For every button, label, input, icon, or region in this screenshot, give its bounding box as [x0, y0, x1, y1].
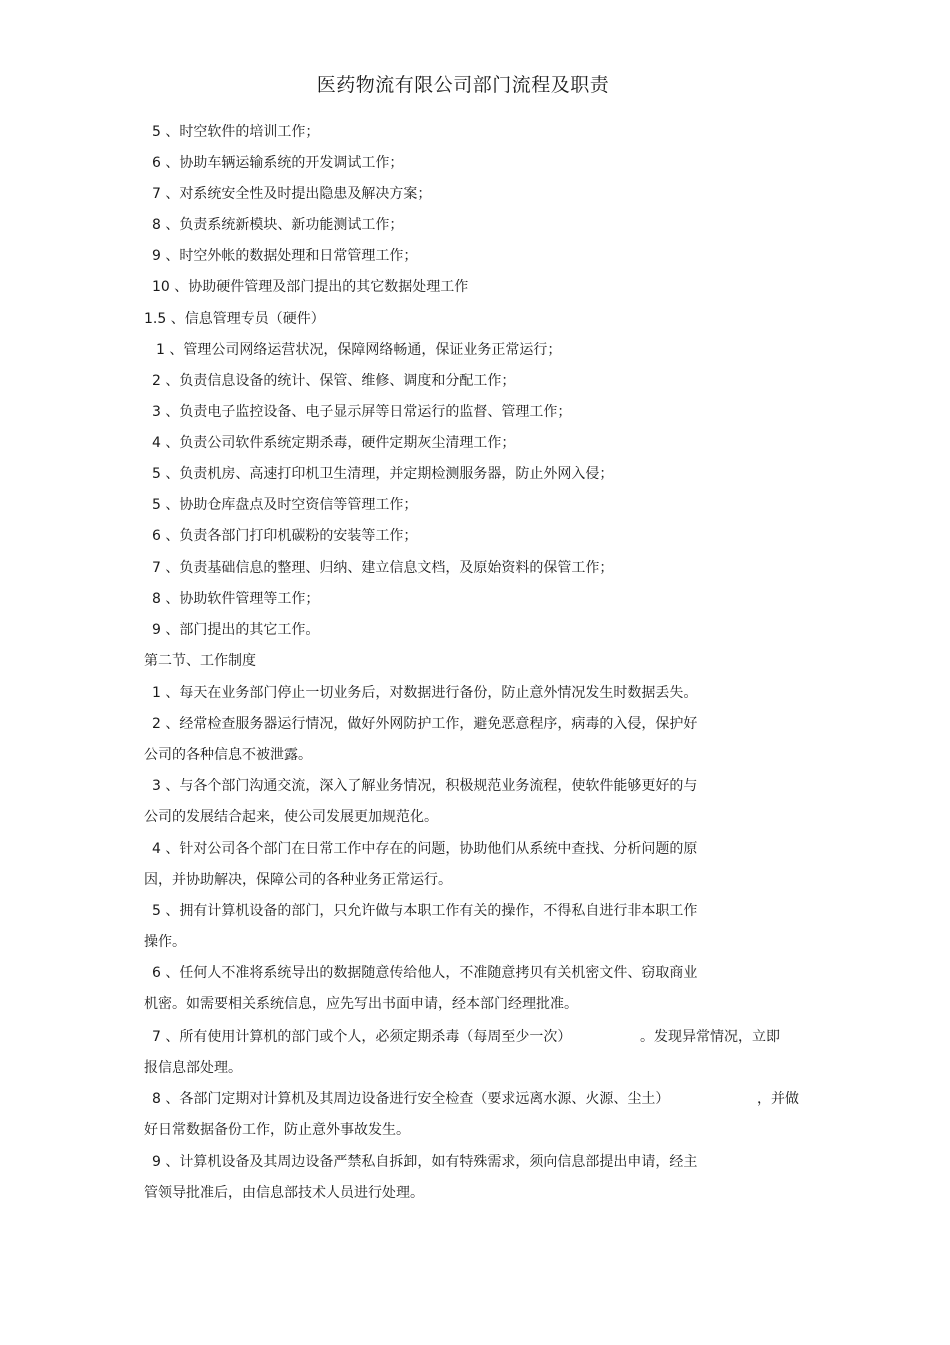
list-item: 8 、各部门定期对计算机及其周边设备进行安全检查（要求远离水源、火源、尘土）: [152, 1091, 670, 1107]
list-item-continuation: 管领导批准后，由信息部技术人员进行处理。: [144, 1185, 424, 1201]
list-item: 6 、协助车辆运输系统的开发调试工作；: [152, 155, 404, 171]
list-item: 6 、负责各部门打印机碳粉的安装等工作；: [152, 528, 418, 544]
section-heading: 1.5 、信息管理专员（硬件）: [144, 311, 325, 327]
list-item-continuation: 好日常数据备份工作，防止意外事故发生。: [144, 1122, 410, 1138]
list-item: 1 、管理公司网络运营状况，保障网络畅通，保证业务正常运行；: [156, 342, 562, 358]
list-item-continuation: 报信息部处理。: [144, 1060, 242, 1076]
list-item: 6 、任何人不准将系统导出的数据随意传给他人，不准随意拷贝有关机密文件、窃取商业: [152, 965, 698, 981]
list-item: 10 、协助硬件管理及部门提出的其它数据处理工作: [152, 279, 469, 295]
list-item: 8 、协助软件管理等工作；: [152, 591, 320, 607]
list-item: 3 、与各个部门沟通交流，深入了解业务情况，积极规范业务流程，使软件能够更好的与: [152, 778, 698, 794]
list-item-continuation: 公司的各种信息不被泄露。: [144, 747, 312, 763]
page-title: 医药物流有限公司部门流程及职责: [316, 74, 610, 96]
list-item: 4 、负责公司软件系统定期杀毒，硬件定期灰尘清理工作；: [152, 435, 516, 451]
list-item: 8 、负责系统新模块、新功能测试工作；: [152, 217, 404, 233]
list-item: 2 、负责信息设备的统计、保管、维修、调度和分配工作；: [152, 373, 516, 389]
list-item: 5 、负责机房、高速打印机卫生清理，并定期检测服务器，防止外网入侵；: [152, 466, 614, 482]
section-heading: 第二节、工作制度: [144, 653, 256, 669]
list-item-tail: 。发现异常情况，立即: [640, 1029, 780, 1045]
list-item: 5 、协助仓库盘点及时空资信等管理工作；: [152, 497, 418, 513]
list-item-continuation: 操作。: [144, 934, 186, 950]
list-item: 3 、负责电子监控设备、电子显示屏等日常运行的监督、管理工作；: [152, 404, 572, 420]
list-item-continuation: 公司的发展结合起来，使公司发展更加规范化。: [144, 809, 438, 825]
list-item: 9 、计算机设备及其周边设备严禁私自拆卸，如有特殊需求，须向信息部提出申请，经主: [152, 1154, 698, 1170]
list-item: 7 、负责基础信息的整理、归纳、建立信息文档，及原始资料的保管工作；: [152, 560, 614, 576]
list-item-continuation: 机密。如需要相关系统信息，应先写出书面申请，经本部门经理批准。: [144, 996, 578, 1012]
list-item: 7 、所有使用计算机的部门或个人，必须定期杀毒（每周至少一次）: [152, 1029, 572, 1045]
list-item-continuation: 因，并协助解决，保障公司的各种业务正常运行。: [144, 872, 452, 888]
list-item: 9 、时空外帐的数据处理和日常管理工作；: [152, 248, 418, 264]
list-item: 7 、对系统安全性及时提出隐患及解决方案；: [152, 186, 432, 202]
list-item: 4 、针对公司各个部门在日常工作中存在的问题，协助他们从系统中查找、分析问题的原: [152, 841, 698, 857]
list-item: 2 、经常检查服务器运行情况，做好外网防护工作，避免恶意程序，病毒的入侵，保护好: [152, 716, 698, 732]
list-item-tail: ，并做: [757, 1091, 799, 1107]
list-item: 1 、每天在业务部门停止一切业务后，对数据进行备份，防止意外情况发生时数据丢失。: [152, 685, 698, 701]
list-item: 5 、拥有计算机设备的部门，只允许做与本职工作有关的操作，不得私自进行非本职工作: [152, 903, 698, 919]
list-item: 9 、部门提出的其它工作。: [152, 622, 320, 638]
list-item: 5 、时空软件的培训工作；: [152, 124, 320, 140]
